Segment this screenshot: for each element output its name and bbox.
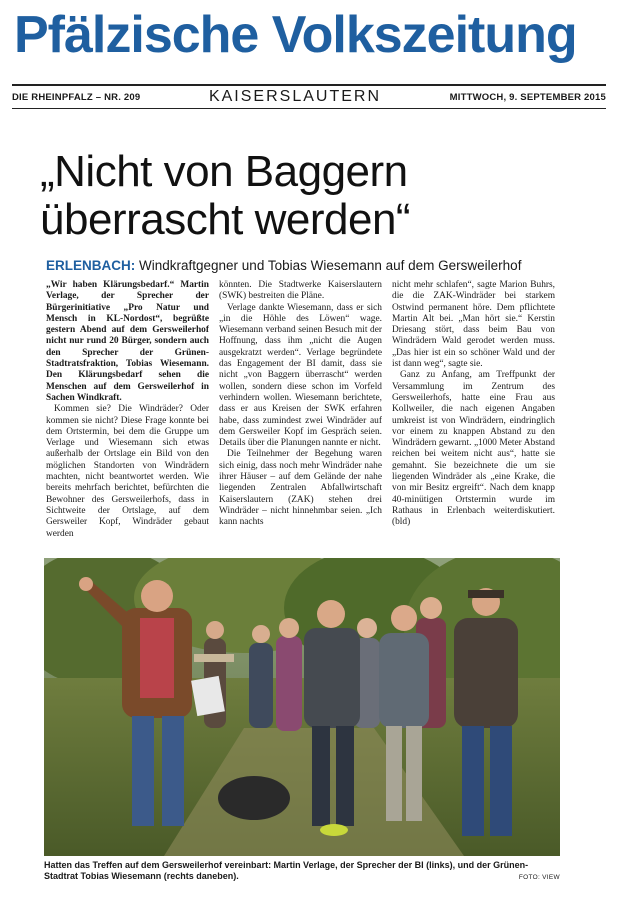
article-paragraph: Ganz zu Anfang, am Treffpunkt der Versammlung im Zentrum des Gersweilerhofs, hatte eine Frau aus Kollweiler, die nach eigenen Angaben umkreist ist von Windrädern, eindringlich vor einem zu knappen Abstand zu den Windrädern gewarnt. „1000 Meter Abstand reichen bei weitem nicht aus“, hatte sie gemahnt. Sie bezeichnete die um sie liegenden Windräder als „eine Krake, die von mir Besitz ergreift“. Nach dem knapp 40-minütigen Ortstermin wurde im Rathaus in Erlenbach weiterdiskutiert. (bld) <box>392 370 555 528</box>
article-paragraph: könnten. Die Stadtwerke Kaiserslautern (SWK) bestreiten die Pläne. <box>219 280 382 302</box>
section-city: KAISERSLAUTERN <box>208 88 381 105</box>
issue-date: MITTWOCH, 9. SEPTEMBER 2015 <box>449 91 606 103</box>
kicker-place: ERLENBACH: <box>46 258 136 273</box>
article-paragraph: Verlage dankte Wiesemann, dass er sich „in die Höhle des Löwen“ wage. Wiesemann verband seinen Besuch mit der Hoffnung, dass ihm „nicht die Augen ausgekratzt werden“. Verlage begründete das Engagement der BI damit, dass sie nicht „von Baggern überrascht“ werden wollen, sondern diese schon im Vorfeld verhindern wollen. Wiesemann berichtete, dass er aus Kreisen der SWK erfahren habe, dass zumindest zwei Windräder auf dem Gersweiler Kopf im Gespräch seien. Details über die Planungen nannte er nicht. <box>219 302 382 449</box>
headline <box>40 148 600 244</box>
paper-issue: DIE RHEINPFALZ – NR. 209 <box>12 91 141 103</box>
issue-info-bar <box>12 84 606 109</box>
article-column-3 <box>392 280 555 552</box>
article-paragraph: nicht mehr schlafen“, sagte Marion Buhrs, die die ZAK-Windräder bei starkem Ostwind permanent höre. Dem pflichtete Martin Alt bei. „Man hört sie.“ Kerstin Driesang stört, dass beim Bau von Windrädern Wald gerodet werden muss. „Das hier ist ein so schöner Wald und der ist dann weg“, sagte sie. <box>392 280 555 370</box>
kicker-text: Windkraftgegner und Tobias Wiesemann auf dem Gersweilerhof <box>135 258 522 273</box>
masthead: Pfälzische Volkszeitung <box>14 6 577 64</box>
article-lead: „Wir haben Klärungsbedarf.“ Martin Verlage, der Sprecher der Bürgerinitiative „Pro Natur und Mensch in KL-Nordost“, begrüßte gestern Abend auf dem Gersweilerhof nicht nur rund 20 Bürger, sondern auch den Sprecher der Grünen-Stadtratsfraktion, Tobias Wiesemann. Den Klärungsbedarf sehen die Menschen auf dem Gersweilerhof in Sachen Windkraft. <box>46 280 209 403</box>
photo-caption: Hatten das Treffen auf dem Gersweilerhof vereinbart: Martin Verlage, der Sprecher der BI (links), und der Grünen-Stadtrat Tobias Wiesemann (rechts daneben). <box>44 860 529 881</box>
article-paragraph: Die Teilnehmer der Begehung waren sich einig, dass noch mehr Windräder nahe ihrer Häuser – auf dem Gelände der nahe liegenden Zentralen Abfallwirtschaft Kaiserslautern (ZAK) stehen drei Windräder – nicht hinnehmbar seien. „Ich kann nachts <box>219 449 382 528</box>
article-photo <box>44 558 560 856</box>
headline-line-2: überrascht werden“ <box>40 195 411 244</box>
headline-line-1: „Nicht von Baggern <box>40 147 408 196</box>
photo-credit: FOTO: VIEW <box>518 874 560 881</box>
article-column-1 <box>46 280 209 552</box>
article-column-2 <box>219 280 382 552</box>
group-photo-illustration <box>44 558 560 856</box>
kicker <box>46 258 606 274</box>
article-body <box>46 280 556 552</box>
article-paragraph: Kommen sie? Die Windräder? Oder kommen sie nicht? Diese Frage konnte bei dem Ortstermin, bei dem die Gruppe um Verlage und Wiesemann sich etwas außerhalb der Ortslage ein Bild von den möglichen Standorten von Windrädern machten, nicht beantwortet werden. Wie bereits mehrfach berichtet, befürchten die Bewohner des Gersweilerhofs, dass in Sichtweite der Ortslage, auf dem Gersweiler Kopf, Windräder gebaut werden <box>46 404 209 539</box>
